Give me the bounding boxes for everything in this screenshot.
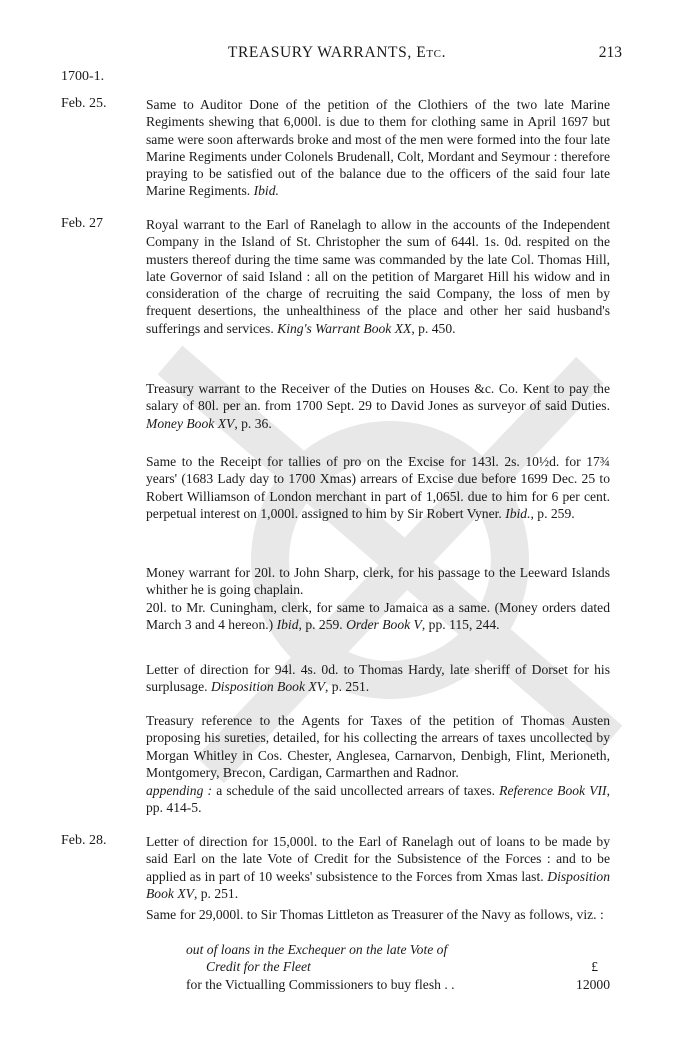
- entry-austen-appending: appending : a schedule of the said uncollected arrears of taxes. Reference Book VII, pp. 414-5.: [146, 783, 610, 816]
- schedule-line-2: Credit for the Fleet: [206, 959, 311, 975]
- page-number: 213: [598, 44, 622, 61]
- year-label: 1700-1.: [61, 69, 105, 84]
- date-feb-27: Feb. 27: [61, 216, 103, 231]
- schedule-amount: 12000: [576, 976, 610, 992]
- entry-thomas-hardy: Letter of direction for 94l. 4s. 0d. to Thomas Hardy, late sheriff of Dorset for his surplusage. Disposition Book XV, p. 251.: [146, 662, 610, 695]
- schedule-currency: £: [591, 959, 598, 975]
- date-feb-25: Feb. 25.: [61, 96, 107, 111]
- entry-john-sharp: Money warrant for 20l. to John Sharp, clerk, for his passage to the Leeward Islands whither he is going chaplain.: [146, 565, 610, 598]
- schedule-line-3: for the Victualling Commissioners to buy flesh . .: [186, 976, 455, 992]
- navy-schedule: [146, 941, 610, 993]
- entry-littleton-navy: Same for 29,000l. to Sir Thomas Littleton as Treasurer of the Navy as follows, viz. :: [146, 907, 604, 922]
- date-feb-28: Feb. 28.: [61, 833, 107, 848]
- entry-excise-tallies: Same to the Receipt for tallies of pro on the Excise for 143l. 2s. 10½d. for 17¾ years' (1683 Lady day to 1700 Xmas) arrears of Excise due before 1699 Dec. 25 to Robert Williamson of London merchant in part of 1,065l. due to him for 6 per cent. perpetual interest on 1,000l. assigned to him by Sir Robert Vyner. Ibid., p. 259.: [146, 454, 610, 521]
- entry-thomas-austen: Treasury reference to the Agents for Taxes of the petition of Thomas Austen proposing his sureties, detailed, for his collecting the arrears of taxes uncollected by Morgan Whitley in Cos. Chester, Anglesea, Carnarvon, Denbigh, Flint, Merioneth, Montgomery, Brecon, Cardigan, Carmarthen and Radnor.: [146, 713, 610, 780]
- entry-ranelagh-loans: Letter of direction for 15,000l. to the Earl of Ranelagh out of loans to be made by said Earl on the late Vote of Credit for the Subsistence of the Forces : and to be applied as in part of 10 weeks' subsistence to the Forces from Xmas last. Disposition Book XV, p. 251.: [146, 834, 610, 901]
- entry-houses-duties: Treasury warrant to the Receiver of the Duties on Houses &c. Co. Kent to pay the salary of 80l. per an. from 1700 Sept. 29 to David Jones as surveyor of said Duties. Money Book XV, p. 36.: [146, 381, 610, 431]
- page-header: [0, 44, 674, 66]
- running-title: TREASURY WARRANTS, Etc.: [227, 44, 447, 61]
- entry-ranelagh-royal-warrant: Royal warrant to the Earl of Ranelagh to allow in the accounts of the Independent Company in the Island of St. Christopher the sum of 644l. 1s. 0d. respited on the musters thereof during the time same was commanded by the late Col. Thomas Hill, late Governor of said Island : all on the petition of Margaret Hill his widow and in consideration of the charge of recruiting the said Company, the loss of men by frequent desertions, the unhealthiness of the place and other her said husband's sufferings and services. King's Warrant Book XX, p. 450.: [146, 217, 610, 336]
- entry-clothiers-petition: Same to Auditor Done of the petition of the Clothiers of the two late Marine Regiments shewing that 6,000l. is due to them for clothing same in April 1697 but same were soon afterwards broke and most of the men were formed into the four late Marine Regiments under Colonels Brudenall, Colt, Mordant and Seymour : therefore praying to be satisfied out of the balance due to the officers of the said four late Marine Regiments. Ibid.: [146, 97, 610, 199]
- entry-cuningham: 20l. to Mr. Cuningham, clerk, for same to Jamaica as a same. (Money orders dated March 3 and 4 hereon.) Ibid, p. 259. Order Book V, pp. 115, 244.: [146, 600, 610, 633]
- schedule-line-1: out of loans in the Exchequer on the late Vote of: [186, 942, 448, 957]
